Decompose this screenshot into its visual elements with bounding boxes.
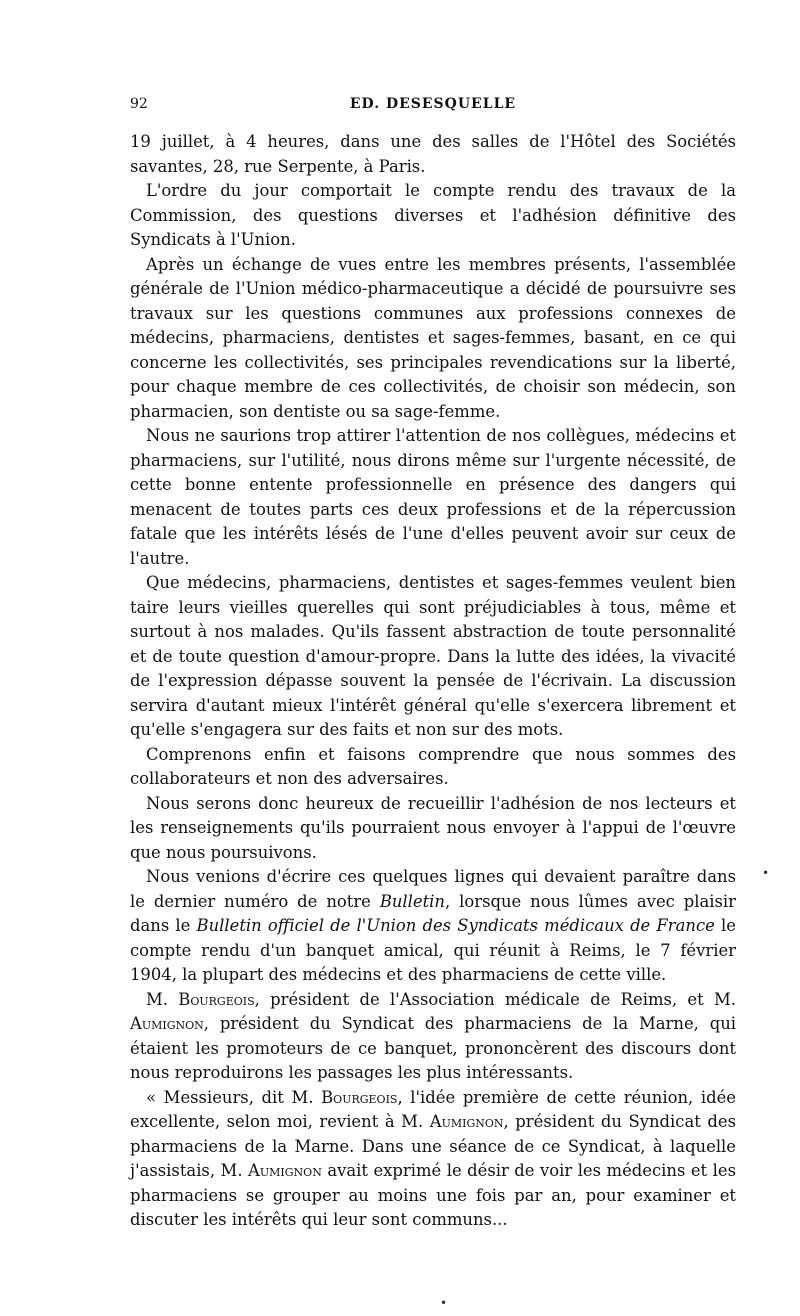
- name-aumignon: Aumignon: [429, 1112, 504, 1131]
- paragraph-1: 19 juillet, à 4 heures, dans une des salles de l'Hôtel des Sociétés savantes, 28, rue Serpente, à Paris.: [130, 132, 736, 176]
- paragraph-3: Après un échange de vues entre les membres présents, l'assemblée générale de l'Union médico-pharmaceutique a décidé de poursuivre ses travaux sur les questions communes aux professions connexes de médecins, pharmaciens, dentistes et sages-femmes, basant, en ce qui concerne les collectivités, ses principales revendications sur la liberté, pour chaque membre de ces collectivités, de choisir son médecin, son pharmacien, son dentiste ou sa sage-femme.: [130, 254, 736, 421]
- paragraph-2: L'ordre du jour comportait le compte rendu des travaux de la Commission, des questions diverses et l'adhésion définitive des Syndicats à l'Union.: [130, 181, 736, 249]
- running-head: ED. DESESQUELLE: [349, 96, 517, 112]
- paragraph-9-text-a: M.: [146, 989, 179, 1009]
- paragraph-7: Nous serons donc heureux de recueillir l'adhésion de nos lecteurs et les renseignements qu'ils pourraient nous envoyer à l'appui de l'œuvre que nous poursuivons.: [130, 793, 736, 862]
- margin-dot: •: [762, 866, 770, 880]
- name-aumignon: Aumignon: [248, 1161, 322, 1180]
- paragraph-8: [130, 865, 736, 988]
- paragraph-10-text-d: avait exprimé le désir de voir les médecins et les pharmaciens se grouper au moins une fois par an, pour examiner et discuter les intérêts qui leur sont communs...: [130, 1161, 736, 1229]
- paragraph-5: Que médecins, pharmaciens, dentistes et sages-femmes veulent bien taire leurs vieilles querelles qui sont préjudiciables à tous, même et surtout à nos malades. Qu'ils fassent abstraction de toute personnalité et de toute question d'amour-propre. Dans la lutte des idées, la vivacité de l'expression dépasse souvent la pensée de l'écrivain. La discussion servira d'autant mieux l'intérêt général qu'elle s'exercera librement et qu'elle s'engagera sur des faits et non sur des mots.: [130, 573, 736, 739]
- paragraph-9-text-b: , président de l'Association médicale de Reims, et M.: [254, 989, 736, 1009]
- name-bourgeois: Bourgeois: [178, 989, 255, 1009]
- paragraph-10-text-c: , président du Syndicat des pharmaciens de la Marne. Dans une séance de ce Syndicat, à laquelle j'assistais, M.: [130, 1112, 736, 1180]
- bottom-dot: •: [440, 1296, 448, 1310]
- name-bourgeois: Bourgeois: [321, 1087, 398, 1107]
- paragraph-8-text-a: Nous venions d'écrire ces quelques lignes qui devaient paraître dans le dernier numéro de notre: [130, 867, 736, 911]
- paragraph-8-text-b: , lorsque nous lûmes avec plaisir dans le: [130, 891, 736, 935]
- page-header: [130, 96, 736, 118]
- paragraph-10: [130, 1086, 736, 1233]
- page-number: 92: [130, 96, 148, 112]
- body-text: [130, 130, 736, 1233]
- paragraph-9-text-c: , président du Syndicat des pharmaciens de la Marne, qui étaient les promoteurs de ce banquet, prononcèrent des discours dont nous reproduirons les passages les plus intéressants.: [130, 1014, 736, 1082]
- paragraph-6: Comprenons enfin et faisons comprendre que nous sommes des collaborateurs et non des adversaires.: [130, 744, 736, 788]
- page: [130, 96, 736, 1233]
- bulletin-title: Bulletin: [379, 891, 445, 911]
- bulletin-officiel-title: Bulletin officiel de l'Union des Syndicats médicaux de France: [196, 916, 715, 935]
- paragraph-8-text-c: le compte rendu d'un banquet amical, qui réunit à Reims, le 7 février 1904, la plupart des médecins et des pharmaciens de cette ville.: [130, 916, 736, 984]
- paragraph-4: Nous ne saurions trop attirer l'attention de nos collègues, médecins et pharmaciens, sur l'utilité, nous dirons même sur l'urgente nécessité, de cette bonne entente professionnelle en présence des dangers qui menacent de toutes parts ces deux professions et de la répercussion fatale que les intérêts lésés de l'une d'elles peuvent avoir sur ceux de l'autre.: [130, 426, 736, 568]
- paragraph-10-text-a: « Messieurs, dit M.: [146, 1087, 322, 1107]
- name-aumignon: Aumignon: [130, 1014, 204, 1033]
- paragraph-9: [130, 988, 736, 1086]
- paragraph-10-text-b: , l'idée première de cette réunion, idée excellente, selon moi, revient à M.: [130, 1087, 736, 1131]
